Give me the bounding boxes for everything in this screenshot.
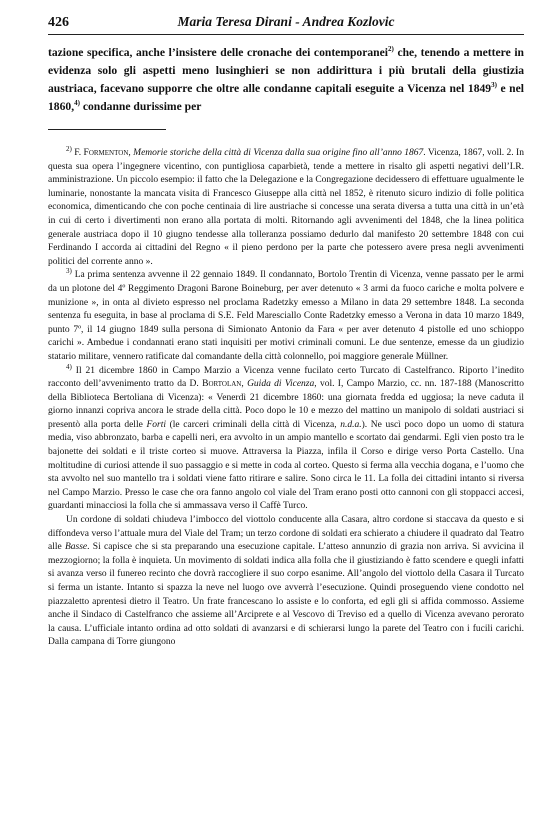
footnote-author: F. Formenton,	[74, 148, 131, 158]
footnote-marker: 3)	[66, 267, 72, 276]
footnote-marker: 4)	[66, 362, 72, 371]
footnote-text: Il 21 dicembre 1860 in Campo Marzio a Vicenza venne fucilato certo Turcato di Castelfranco. Riporto l’inedito racconto dell’avvenimento tratto da D.	[48, 365, 524, 390]
body-paragraph	[48, 44, 524, 116]
footnote-text: ,	[241, 379, 248, 390]
body-text-1: tazione specifica, anche l’insistere delle cronache dei contemporanei	[48, 46, 388, 59]
footnote-text: (le carceri criminali della città di Vicenza,	[165, 419, 341, 430]
footnote-4	[48, 362, 525, 515]
page-header	[48, 14, 524, 35]
footnote-3	[48, 269, 524, 364]
body-text-4: condanne durissime per	[79, 100, 202, 113]
footnote-4-continued	[48, 514, 524, 650]
footnote-ref-4[interactable]: 4)	[74, 99, 80, 108]
footnote-italic: Forti	[146, 419, 166, 430]
footnote-2	[48, 144, 524, 269]
footnote-text: , vol. I, Campo Marzio, cc. nn. 187-188 (Manoscritto della Biblioteca Bertoliana di Vicenza): « Venerdì 21 dicembre 1860: una giornata fredda ed uggiosa; la neve caduta il giorno innanzi copriva ancora le strade della città. Poco dopo le 10 e mezzo del mattino un manipolo di soldati austriaci si presentò alla porta delle	[48, 379, 525, 430]
footnote-italic: Basse	[64, 542, 88, 553]
footnote-text: La prima sentenza avvenne il 22 gennaio 1849. Il condannato, Bortolo Trentin di Vicenza, venne passato per le armi da un plotone del 4º Reggimento Dragoni Barone Boineburg, per aver detenuto « 3 armi da fuoco cariche e molta polvere e munizione », in onta al divieto espresso nel proclama Radetzky emesso a Milano in data 29 settembre 1848. La seconda sentenza fu eseguita, in base al proclama di S.E. Feld Maresciallo Conte Radetzky emesso a Verona in data 10 marzo 1849, punto 7º, il 14 giugno 1849 sulla persona di Simionato Antonio da Fara « per aver detenuto 4 pistolle ed uno schioppo carichi ». Ambedue i condannati erano stati inquisiti per motivi criminali comuni. Le due sentenze, emesse da un giudizio statario militare, vennero ratificate dal comandante della città colonnello, poi maggiore generale Müllner.	[48, 270, 525, 362]
footnote-marker: 2)	[66, 144, 72, 153]
running-head: Maria Teresa Dirani - Andrea Kozlovic	[177, 14, 395, 29]
footnote-text: . Vicenza, 1867, voll. 2. In questa sua opera l’ingegnere vicentino, con puntigliosa caparbietà, tende a mettere in risalto gli aspetti negativi dell’I.R. amministrazione. Un piccolo esempio: il fatto che la Delegazione e la Congregazione decidessero di effettuare ugualmente le luminarie, nonostante la mancata visita di Francesco Giuseppe alla città nel 1852, è ritenuto sicuro indizio di folle politica economica, dimenticando che con poche centinaia di lire austriache si concesse una serata diversa a tutta una città in un’età in cui di certo i divertimenti non erano alla portata di molti. Ritornando agli avvenimenti del 1848, che la linea politica generale austriaca dopo il 10 giugno tendesse alla tolleranza possiamo dedurlo dal manifesto 20 settembre 1848 con cui Ferdinando I accorda ai cittadini del Regno « il pieno perdono per la parte che potessero avere presa negli avvenimenti politici del corrente anno ».	[48, 148, 524, 267]
footnote-separator	[48, 129, 166, 130]
footnote-author: Bortolan	[202, 379, 242, 390]
footnote-text: . Si capisce che si sta preparando una esecuzione capitale. L’atteso annunzio di grazia non arriva. Si avvicina il mezzogiorno; la folla è inquieta. Un movimento di soldati indica alla folla che il giustiziando è fatto scendere e quegli infatti si avanza verso il funereo recinto che dovrà raccogliere il suo corpo esanime. All’angolo del viottolo della Casara il Turcato si ferma un istante. Intanto si spazza la neve nel luogo ove avverrà l’esecuzione. Quindi proseguendo viene condotto nel piazzaletto aprentesi dietro il Teatro. Un frate francescano lo assiste e lo conforta, ed egli gli si affida commosso. Assieme anche il Sindaco di Castelfranco che assieme all’Arciprete e al Vescovo di Treviso ed a quello di Vicenza avevano perorato la causa. L’ufficiale intanto ordina ad otto soldati di avanzarsi e di schierarsi lungo la parete del Teatro con i fucili carichi. Dalla campana di Torre giungono	[48, 542, 525, 648]
body-text-3: e nel 1860,	[48, 82, 524, 113]
footnote-title: Memorie storiche della città di Vicenza dalla sua origine fino all’anno 1867	[133, 148, 424, 158]
page-number: 426	[48, 15, 69, 30]
footnote-ref-2[interactable]: 2)	[388, 45, 394, 54]
footnote-italic: n.d.a.	[340, 419, 362, 430]
footnote-ref-3[interactable]: 3)	[491, 81, 497, 90]
footnote-text: Un cordone di soldati chiudeva l’imbocco del viottolo conducente alla Casara, altro cordone si staccava da questo e si diffondeva verso l’attuale mura del Viale del Tram; un terzo cordone di soldati era schierato a chiudere il quadrato dal Teatro alle	[48, 515, 524, 553]
footnote-title: Guida di Vicenza	[247, 379, 315, 390]
body-text-2: che, tenendo a mettere in evidenza solo gli aspetti meno lusinghieri se non addirittura i più brutali della giustizia austriaca, facevano supporre che oltre alle condanne capitali eseguite a Vicenza nel 1849	[48, 46, 524, 95]
footnote-text: ). Ne uscì poco dopo un uomo di statura media, viso abbronzato, barba e capelli neri, era avvolto in un ampio mantello e scortato dai gendarmi. Egli vien posto tra le bajonette dei soldati e il triste corteo si muove. Attraversa la Piazza, infila il Corso e dirige verso Porta Castello. Una moltitudine di curiosi attende il suo passaggio e si mette in coda al corteo. Questo si ferma alla vecchia dogana, e l’uomo che sta avvolto nel suo mantello tra i soldati viene fatto ritirare e salire. Sono circa le 11. La folla dei cittadini intanto si riversa nel Campo Marzio. Presso le case che ora fanno angolo col viale del Tram erano posti otto cannoni con gli stoppacci accesi, guardanti minacciosi la folla che si ammassava verso il Caffè Turco.	[48, 419, 524, 512]
